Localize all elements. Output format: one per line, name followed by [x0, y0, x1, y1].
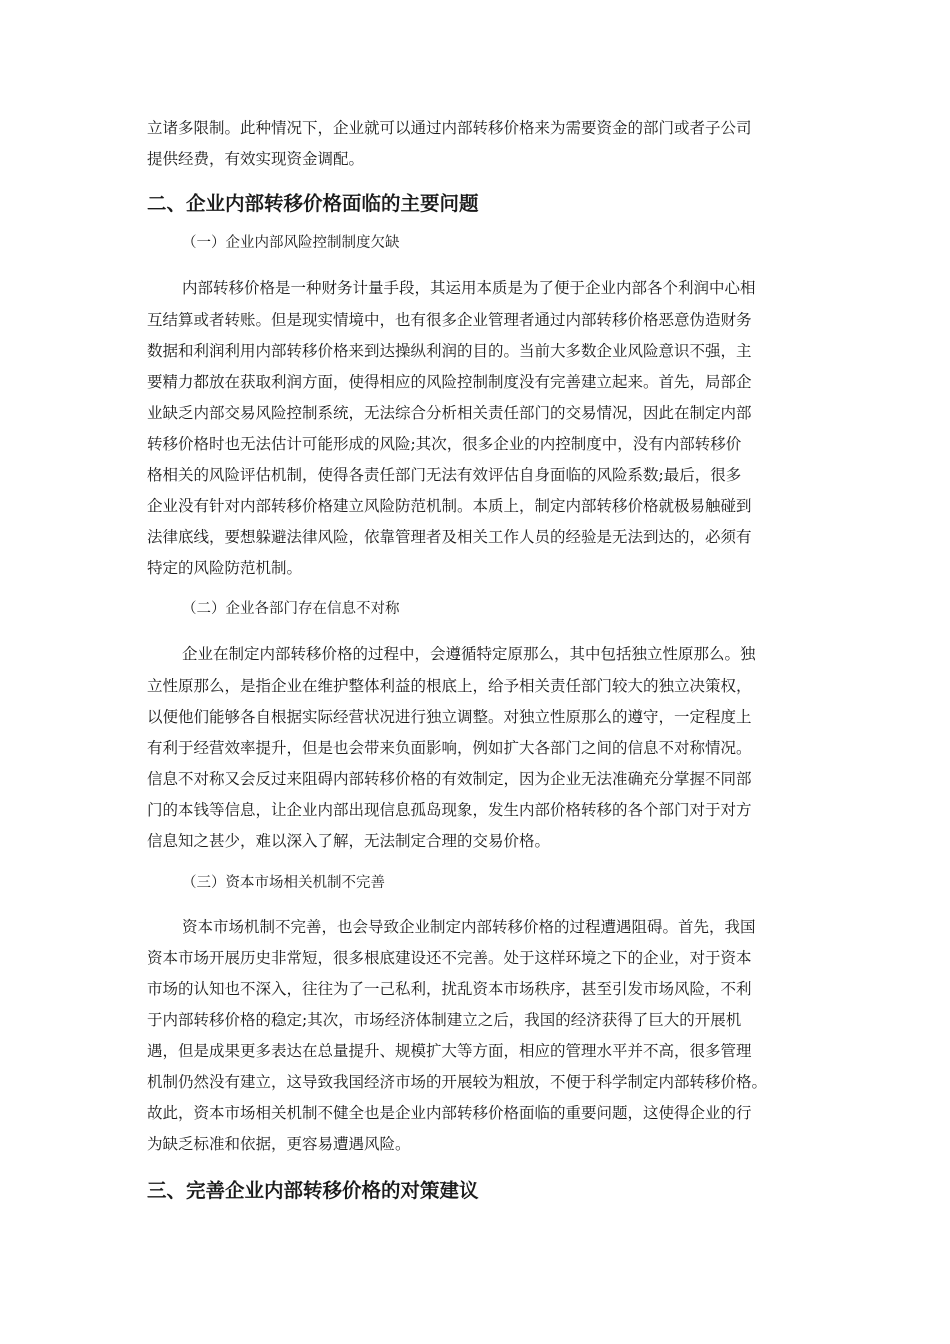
section-heading: 三、完善企业内部转移价格的对策建议 — [147, 1179, 479, 1202]
paragraph-line: 信息不对称又会反过来阻碍内部转移价格的有效制定，因为企业无法准确充分掌握不同部 — [147, 770, 752, 788]
paragraph-line: 企业在制定内部转移价格的过程中，会遵循特定原那么，其中包括独立性原那么。独 — [182, 645, 756, 663]
paragraph-line: 市场的认知也不深入，往往为了一己私利，扰乱资本市场秩序，甚至引发市场风险，不利 — [147, 980, 752, 998]
paragraph-line: 故此，资本市场相关机制不健全也是企业内部转移价格面临的重要问题，这使得企业的行 — [147, 1104, 752, 1122]
subsection-heading: （三）资本市场相关机制不完善 — [182, 875, 385, 891]
paragraph-line: 门的本钱等信息，让企业内部出现信息孤岛现象，发生内部价格转移的各个部门对于对方 — [147, 801, 752, 819]
paragraph-line: 数据和利润利用内部转移价格来到达操纵利润的目的。当前大多数企业风险意识不强，主 — [147, 342, 752, 360]
paragraph-line: 为缺乏标准和依据，更容易遭遇风险。 — [147, 1135, 411, 1153]
paragraph-line: 立性原那么，是指企业在维护整体利益的根底上，给予相关责任部门较大的独立决策权， — [147, 677, 752, 695]
paragraph-line: 立诸多限制。此种情况下，企业就可以通过内部转移价格来为需要资金的部门或者子公司 — [147, 119, 752, 137]
subsection-heading: （二）企业各部门存在信息不对称 — [182, 601, 400, 617]
paragraph-line: 特定的风险防范机制。 — [147, 559, 303, 577]
paragraph-line: 内部转移价格是一种财务计量手段，其运用本质是为了便于企业内部各个利润中心相 — [182, 279, 756, 297]
paragraph-line: 资本市场机制不完善，也会导致企业制定内部转移价格的过程遭遇阻碍。首先，我国 — [182, 918, 756, 936]
paragraph-line: 要精力都放在获取利润方面，使得相应的风险控制制度没有完善建立起来。首先，局部企 — [147, 373, 752, 391]
paragraph-line: 有利于经营效率提升，但是也会带来负面影响，例如扩大各部门之间的信息不对称情况。 — [147, 739, 752, 757]
paragraph-line: 于内部转移价格的稳定;其次，市场经济体制建立之后，我国的经济获得了巨大的开展机 — [147, 1011, 742, 1029]
paragraph-line: 企业没有针对内部转移价格建立风险防范机制。本质上，制定内部转移价格就极易触碰到 — [147, 497, 752, 515]
paragraph-line: 机制仍然没有建立，这导致我国经济市场的开展较为粗放，不便于科学制定内部转移价格。 — [147, 1073, 768, 1091]
paragraph-line: 互结算或者转账。但是现实情境中，也有很多企业管理者通过内部转移价格恶意伪造财务 — [147, 311, 752, 329]
section-heading: 二、企业内部转移价格面临的主要问题 — [147, 192, 479, 215]
paragraph-line: 格相关的风险评估机制，使得各责任部门无法有效评估自身面临的风险系数;最后，很多 — [147, 466, 742, 484]
subsection-heading: （一）企业内部风险控制制度欠缺 — [182, 235, 400, 251]
paragraph-line: 信息知之甚少，难以深入了解，无法制定合理的交易价格。 — [147, 832, 551, 850]
paragraph-line: 遇，但是成果更多表达在总量提升、规模扩大等方面，相应的管理水平并不高，很多管理 — [147, 1042, 752, 1060]
paragraph-line: 业缺乏内部交易风险控制系统，无法综合分析相关责任部门的交易情况，因此在制定内部 — [147, 404, 752, 422]
paragraph-line: 转移价格时也无法估计可能形成的风险;其次，很多企业的内控制度中，没有内部转移价 — [147, 435, 742, 453]
paragraph-line: 法律底线，要想躲避法律风险，依靠管理者及相关工作人员的经验是无法到达的，必须有 — [147, 528, 752, 546]
paragraph-line: 以便他们能够各自根据实际经营状况进行独立调整。对独立性原那么的遵守，一定程度上 — [147, 708, 752, 726]
paragraph-line: 资本市场开展历史非常短，很多根底建设还不完善。处于这样环境之下的企业，对于资本 — [147, 949, 752, 967]
paragraph-line: 提供经费，有效实现资金调配。 — [147, 150, 365, 168]
